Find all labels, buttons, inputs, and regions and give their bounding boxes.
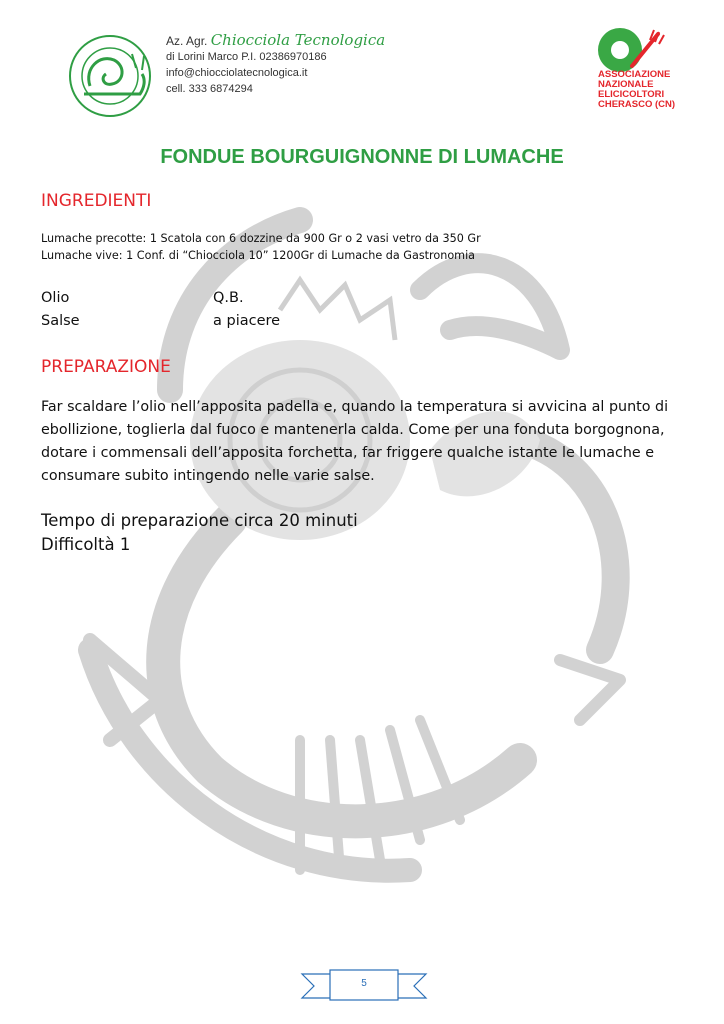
association-line: NAZIONALE (598, 79, 654, 90)
ingredient-name: Olio (41, 290, 70, 306)
snail-logo-icon (48, 28, 166, 120)
ingredients-heading: INGREDIENTI (41, 191, 152, 211)
page-number: 5 (361, 978, 367, 989)
association-line: CHERASCO (CN) (598, 99, 676, 110)
email-line: info@chiocciolatecnologica.it (166, 67, 308, 79)
association-name (598, 70, 675, 110)
prep-time: Tempo di preparazione circa 20 minuti (41, 511, 358, 530)
ingredient-item (41, 290, 244, 306)
ingredient-line: Lumache precotte: 1 Scatola con 6 dozzine da 900 Gr o 2 vasi vetro da 350 Gr (41, 232, 481, 245)
phone-line: cell. 333 6874294 (166, 83, 253, 95)
preparation-heading: PREPARAZIONE (41, 357, 171, 377)
snail-watermark-icon (0, 180, 724, 940)
owner-line: di Lorini Marco P.I. 02386970186 (166, 51, 327, 63)
preparation-text: Far scaldare l’olio nell’apposita padella e, quando la temperatura si avvicina al punto di ebollizione, toglierla dal fuoco e mantenerla calda. Come per una fonduta borgognona, dotare i commensali dell’apposita forchetta, far friggere qualche istante le lumache e consumare subito intingendo nelle varie salse. (41, 399, 669, 484)
ingredient-line: Lumache vive: 1 Conf. di “Chiocciola 10” 1200Gr di Lumache da Gastronomia (41, 249, 476, 262)
association-line: ASSOCIAZIONE (598, 69, 671, 80)
ingredient-item (41, 313, 281, 329)
association-line: ELICICOLTORI (598, 89, 665, 100)
company-prefix: Az. Agr. (166, 34, 208, 48)
company-info (166, 32, 385, 97)
difficulty: Difficoltà 1 (41, 535, 131, 554)
recipe-title: FONDUE BOURGUIGNONNE DI LUMACHE (160, 146, 564, 168)
ingredient-qty: a piacere (213, 313, 281, 329)
ingredient-name: Salse (41, 313, 80, 329)
ingredient-qty: Q.B. (213, 290, 244, 306)
company-brand: Chiocciola Tecnologica (210, 31, 386, 49)
